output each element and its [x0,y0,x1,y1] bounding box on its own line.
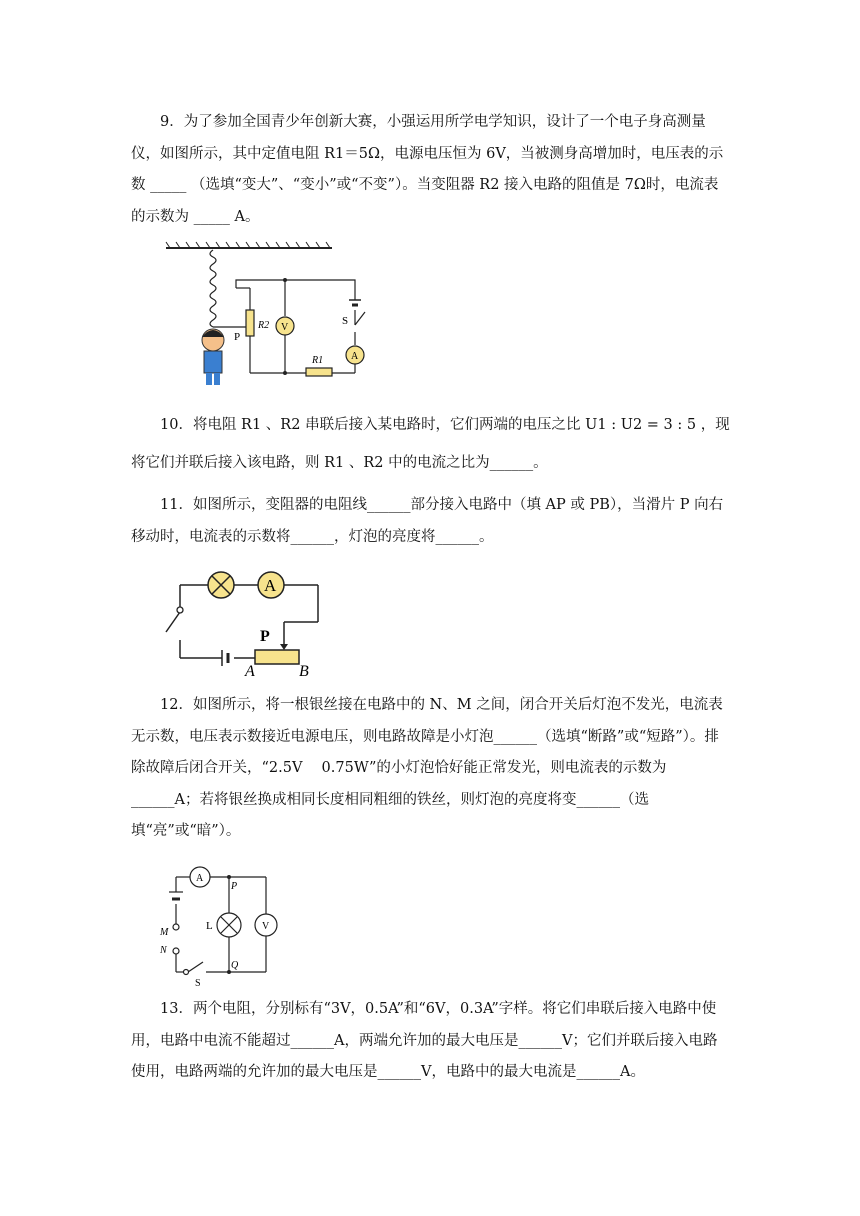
question-11-text: 11．如图所示，变阻器的电阻线______部分接入电路中（填 AP 或 PB），当滑片 P 向右移动时，电流表的示数将______，灯泡的亮度将______。 [131,497,724,545]
fig11-slider-label: P [260,628,270,645]
figure-12-silver-wire-circuit [158,864,283,988]
fig12-lamp-label: L [206,920,213,932]
question-13-text: 13．两个电阻，分别标有“3V，0.5A”和“6V，0.3A”字样。将它们串联后接入电路中使用，电路中电流不能超过______A，两端允许加的最大电压是______V；它们并联后接入电路使用，电路两端的允许加的最大电压是______V，电路中的最大电流是______A。 [131,1001,718,1080]
fig9-voltmeter-label: V [281,322,289,333]
fig12-n-label: N [160,945,167,956]
fig12-m-label: M [160,927,169,938]
figure-9-height-meter-circuit [160,240,370,390]
question-10-text: 10．将电阻 R1 、R2 串联后接入某电路时，它们两端的电压之比 U1 : U2 = 3 : 5 ，现将它们并联后接入该电路，则 R1 、R2 中的电流之比为______。 [131,417,730,471]
fig11-ammeter-label: A [264,576,277,595]
fig9-ammeter-label: A [351,351,359,362]
figure-11-rheostat-circuit [160,566,335,680]
fig9-r2-label: R2 [258,320,270,331]
fig11-end-a-label: A [245,663,255,680]
question-9-text: 9．为了参加全国青少年创新大赛，小强运用所学电学知识，设计了一个电子身高测量仪，如图所示，其中定值电阻 R1＝5Ω，电源电压恒为 6V，当被测身高增加时，电压表的示数 _____ （选填“变大”、“变小”或“不变”）。当变阻器 R2 接入电路的阻值是 7Ω时，电流表的示数为 _____ A。 [131,114,724,225]
fig11-end-b-label: B [299,663,309,680]
fig9-slider-label: P [234,331,241,343]
fig12-q-label: Q [231,960,239,971]
question-12-text: 12．如图所示，将一根银丝接在电路中的 N、M 之间，闭合开关后灯泡不发光，电流表无示数，电压表示数接近电源电压，则电路故障是小灯泡______（选填“断路”或“短路”）。排除故障后闭合开关，“2.5V 0.75W”的小灯泡恰好能正常发光，则电流表的示数为______A；若将银丝换成相同长度相同粗细的铁丝，则灯泡的亮度将变______（选填“亮”或“暗”）。 [131,697,723,839]
fig12-p-label: P [231,881,238,892]
fig12-switch-label: S [195,978,201,988]
fig9-r1-label: R1 [312,355,324,366]
fig12-voltmeter-label: V [262,921,270,932]
fig9-switch-label: S [342,315,349,327]
boy-figure [202,329,224,385]
fig12-ammeter-label: A [196,873,204,884]
